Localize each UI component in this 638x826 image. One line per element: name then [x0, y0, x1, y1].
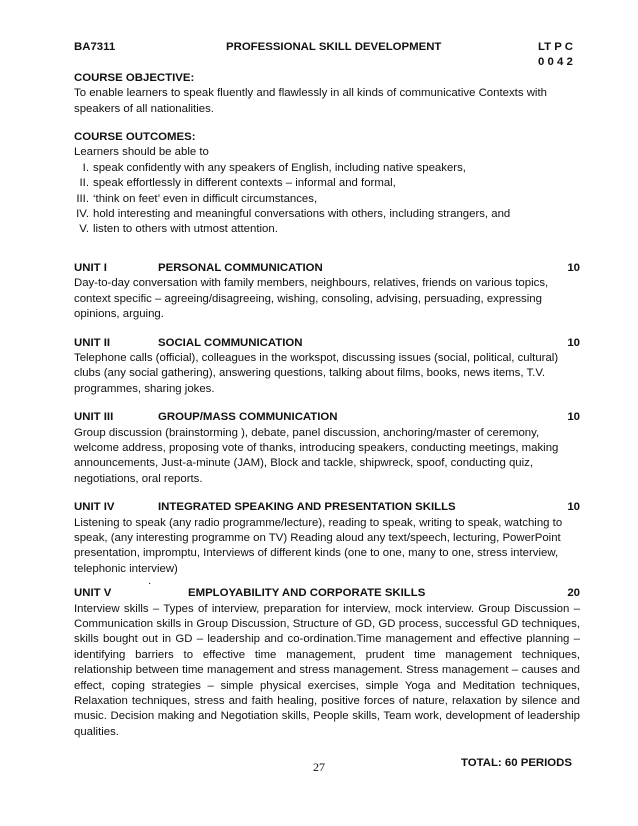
- course-objective: [74, 71, 580, 117]
- page-number: 27: [313, 760, 325, 774]
- unit-3: [74, 410, 580, 487]
- unit-number: UNIT I: [74, 261, 107, 274]
- unit-hours: 20: [567, 587, 580, 600]
- total-periods: TOTAL: 60 PERIODS: [461, 757, 572, 770]
- list-item: IV. hold interesting and meaningful conversations with others, including strangers, and: [76, 208, 511, 221]
- unit-heading: [74, 336, 580, 351]
- unit-text: Interview skills – Types of interview, preparation for interview, mock interview. Group Discussion – Communication skills in Group Discussion, Structure of GD, GD process, successful GD techniques, skills bought out in GD – leadership and co-ordination.Time management and effective planning – identifying barriers to effective time management, prudent time management techniques, relationship between time management and stress management. Stress management – causes and effect, coping strategies – simple physical exercises, simple Yoga and Meditation techniques, Relaxation techniques, stress and faith healing, positive forces of nature, relaxation by silence and music. Decision making and Negotiation skills, People skills, Team work, development of leadership qualities.: [74, 602, 580, 738]
- syllabus-content: [74, 40, 580, 772]
- stray-dot: .: [148, 575, 152, 588]
- unit-1: [74, 261, 580, 323]
- unit-hours: 10: [567, 501, 580, 514]
- unit-text: Group discussion (brainstorming ), debate, panel discussion, anchoring/master of ceremony, welcome address, proposing vote of thanks, introducing speakers, conducting meetings, making announcements, Just-a-minute (JAM), Block and tackle, shipwreck, spoof, conducting quiz, negotiations, oral reports.: [74, 426, 559, 485]
- outcomes-heading: COURSE OUTCOMES:: [74, 131, 196, 144]
- outcomes-list: [74, 161, 580, 238]
- unit-heading: [74, 586, 580, 601]
- objective-heading: COURSE OBJECTIVE:: [74, 71, 195, 84]
- unit-text: Day-to-day conversation with family members, neighbours, relatives, friends on various topics, context specific – agreeing/disagreeing, wishing, consoling, advising, persuading, expressing opinions, arguing.: [74, 277, 549, 321]
- unit-title: EMPLOYABILITY AND CORPORATE SKILLS: [188, 587, 426, 600]
- ltpc-label: LT P C: [538, 41, 574, 53]
- outcomes-intro: Learners should be able to: [74, 146, 209, 159]
- course-title: PROFESSIONAL SKILL DEVELOPMENT: [226, 41, 442, 53]
- list-item: V. listen to others with utmost attention.: [79, 223, 278, 236]
- unit-text: Telephone calls (official), colleagues in the workspot, discussing issues (social, political, cultural) clubs (any social gathering), answering questions, talking about films, books, news items, T.V. programmes, sharing jokes.: [74, 351, 559, 395]
- unit-hours: 10: [567, 411, 580, 424]
- ltpc-values: 0 0 4 2: [538, 56, 573, 69]
- unit-4: [74, 500, 580, 577]
- unit-number: UNIT III: [74, 411, 114, 424]
- unit-heading: [74, 410, 580, 425]
- unit-text: Listening to speak (any radio programme/lecture), reading to speak, writing to speak, watching to speak, (any interesting programme on TV) Reading aloud any text/speech, lecturing, PowerPoint presentation, impromptu, Interviews of different kinds (one to one, many to one, stress interview, telephonic interview): [74, 516, 563, 575]
- ltpc-block: [538, 40, 580, 71]
- course-outcomes: [74, 130, 580, 238]
- unit-heading: [74, 261, 580, 276]
- unit-title: INTEGRATED SPEAKING AND PRESENTATION SKILLS: [158, 501, 456, 514]
- course-header: [74, 40, 580, 71]
- unit-hours: 10: [567, 336, 580, 349]
- unit-title: PERSONAL COMMUNICATION: [158, 261, 323, 274]
- course-code: BA7311: [74, 41, 116, 53]
- unit-2: [74, 336, 580, 398]
- unit-title: GROUP/MASS COMMUNICATION: [158, 411, 338, 424]
- unit-title: SOCIAL COMMUNICATION: [158, 336, 303, 349]
- unit-5: [74, 586, 580, 740]
- unit-number: UNIT IV: [74, 501, 115, 514]
- unit-hours: 10: [567, 261, 580, 274]
- unit-number: UNIT V: [74, 587, 112, 600]
- list-item: III. ‘think on feet’ even in difficult circumstances,: [76, 192, 318, 205]
- unit-heading: [74, 500, 580, 515]
- list-item: I. speak confidently with any speakers of English, including native speakers,: [82, 161, 466, 174]
- unit-number: UNIT II: [74, 336, 111, 349]
- list-item: II. speak effortlessly in different contexts – informal and formal,: [79, 177, 396, 190]
- objective-text: To enable learners to speak fluently and flawlessly in all kinds of communicative Contexts with speakers of all nationalities.: [74, 87, 547, 115]
